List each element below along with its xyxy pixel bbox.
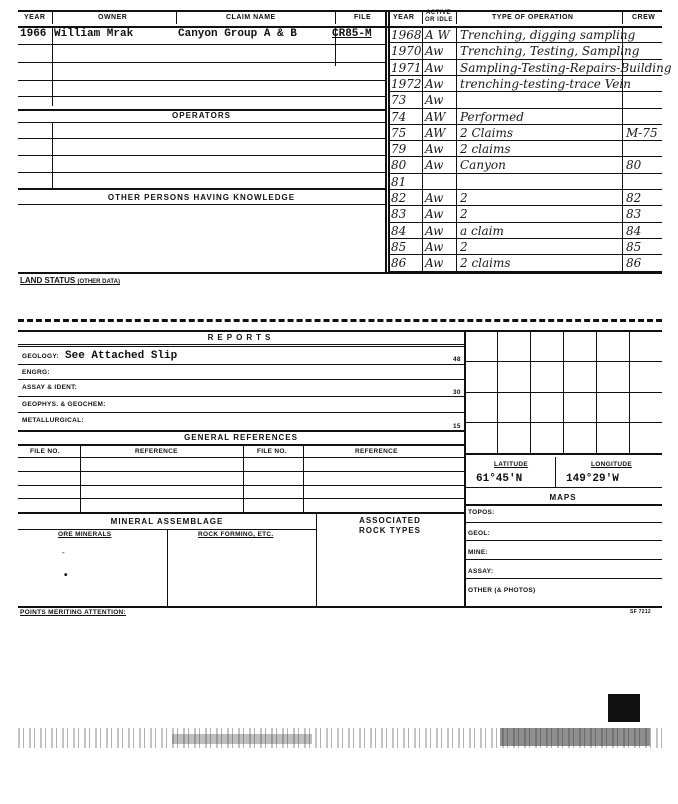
header-active: ACTIVE bbox=[426, 10, 452, 16]
operation-year: 75 bbox=[391, 125, 407, 140]
geology-label: GEOLOGY: bbox=[22, 353, 59, 360]
top-section-bottom bbox=[18, 272, 662, 274]
engrg-label: ENGRG: bbox=[22, 369, 50, 376]
longitude-label: LONGITUDE bbox=[591, 461, 632, 468]
operation-status: Aw bbox=[425, 60, 444, 75]
operation-row-line bbox=[388, 189, 662, 190]
grid-row-line bbox=[464, 392, 662, 393]
operators-line-3 bbox=[18, 172, 385, 173]
maps-geol: GEOL: bbox=[468, 530, 491, 537]
num-15: 15 bbox=[453, 423, 461, 430]
owner-line-2 bbox=[18, 62, 385, 63]
reports-bottom-line bbox=[18, 430, 464, 432]
longitude-value: 149°29'W bbox=[566, 473, 619, 485]
grid-row-line bbox=[464, 422, 662, 423]
operation-crew: M-75 bbox=[626, 125, 658, 140]
operation-status: Aw bbox=[425, 93, 444, 108]
operation-description: Sampling-Testing-Repairs-Building bbox=[460, 60, 672, 75]
header-owner: OWNER bbox=[98, 14, 128, 21]
owner-block-div-left bbox=[52, 26, 53, 106]
header-year-2: YEAR bbox=[393, 14, 415, 21]
operation-row-line bbox=[388, 140, 662, 141]
hdr-div-1 bbox=[52, 10, 53, 24]
geology-value: See Attached Slip bbox=[65, 350, 178, 362]
maps-title: MAPS bbox=[549, 493, 577, 502]
refs-reference: REFERENCE bbox=[135, 448, 178, 455]
operation-row-line bbox=[388, 42, 662, 43]
operation-crew: 82 bbox=[626, 191, 642, 205]
associated-rock-title-1: ASSOCIATED bbox=[359, 516, 421, 525]
mineral-div bbox=[167, 529, 168, 606]
divider-main-right bbox=[385, 10, 387, 272]
owner-line-4 bbox=[18, 96, 385, 97]
reports-line-4 bbox=[18, 396, 464, 397]
refs-bottom-line bbox=[18, 512, 464, 514]
metallurgical-label: METALLURGICAL: bbox=[22, 417, 84, 424]
operation-status: Aw bbox=[425, 44, 444, 59]
operation-row-line bbox=[388, 124, 662, 125]
reports-line-0 bbox=[18, 344, 464, 345]
header-year: YEAR bbox=[24, 14, 46, 21]
operation-status: Aw bbox=[425, 76, 444, 91]
reports-line-5 bbox=[18, 412, 464, 413]
owner-year: 1966 bbox=[20, 28, 47, 40]
maps-line-3 bbox=[464, 559, 662, 560]
header-type-of-operation: TYPE OF OPERATION bbox=[492, 14, 574, 21]
maps-mine: MINE: bbox=[468, 549, 488, 556]
operation-year: 73 bbox=[391, 93, 407, 108]
operation-row-line bbox=[388, 91, 662, 92]
owner-line-3 bbox=[18, 80, 385, 81]
reports-line-2 bbox=[18, 364, 464, 365]
ops-div-status bbox=[456, 26, 457, 272]
header-crew: CREW bbox=[632, 14, 656, 21]
reports-right-border bbox=[464, 330, 466, 606]
points-label: POINTS MERITING ATTENTION: bbox=[20, 609, 127, 616]
land-status-sub: (OTHER DATA) bbox=[77, 279, 120, 285]
operation-status: Aw bbox=[425, 223, 444, 238]
refs-file-no-2: FILE NO. bbox=[257, 448, 287, 455]
owner-name: William Mrak bbox=[54, 28, 134, 40]
operation-year: 79 bbox=[391, 142, 407, 157]
operation-year: 1972 bbox=[391, 76, 422, 91]
operators-label: OPERATORS bbox=[172, 111, 231, 120]
operation-row-line bbox=[388, 75, 662, 76]
refs-div-2 bbox=[243, 444, 244, 512]
operation-description: a claim bbox=[460, 223, 504, 238]
claim-name: Canyon Group A & B bbox=[178, 28, 297, 40]
operation-status: Aw bbox=[425, 207, 444, 222]
operation-year: 81 bbox=[391, 174, 407, 189]
operation-year: 1971 bbox=[391, 60, 422, 75]
refs-line-1 bbox=[18, 471, 464, 472]
mineral-assemblage-title: MINERAL ASSEMBLAGE bbox=[110, 517, 224, 526]
mineral-mark-2: • bbox=[64, 570, 68, 581]
operation-status: Aw bbox=[425, 191, 444, 205]
operation-year: 83 bbox=[391, 207, 407, 222]
operation-description: 2 bbox=[460, 191, 468, 205]
reports-line-3 bbox=[18, 379, 464, 380]
reports-line-1 bbox=[18, 346, 464, 347]
operation-year: 1970 bbox=[391, 44, 422, 59]
operation-crew: 80 bbox=[626, 158, 642, 173]
file-number: CR85-M bbox=[332, 28, 372, 40]
rock-forming-label: ROCK FORMING, ETC. bbox=[198, 531, 274, 538]
operation-year: 80 bbox=[391, 158, 407, 173]
operation-description: Trenching, digging sampling bbox=[460, 28, 636, 42]
refs-header-bottom bbox=[18, 457, 464, 458]
hdr-div-3 bbox=[335, 10, 336, 24]
geophys-label: GEOPHYS. & GEOCHEM: bbox=[22, 401, 106, 408]
ore-minerals-label: ORE MINERALS bbox=[58, 531, 112, 538]
latitude-value: 61°45'N bbox=[476, 473, 523, 485]
refs-div-3 bbox=[303, 444, 304, 512]
operation-row-line bbox=[388, 271, 662, 272]
operation-status: Aw bbox=[425, 239, 444, 254]
ops-div-year bbox=[422, 26, 423, 272]
scan-dark-smear bbox=[500, 728, 650, 746]
other-persons-bottom-line bbox=[18, 204, 385, 205]
operation-description: 2 Claims bbox=[460, 125, 513, 140]
maps-line-2 bbox=[464, 540, 662, 541]
header-file: FILE bbox=[354, 14, 372, 21]
num-48: 48 bbox=[453, 356, 461, 363]
operation-description: trenching-testing-trace Vein bbox=[460, 76, 631, 91]
reports-title: REPORTS bbox=[207, 333, 275, 342]
form-number: SF 7212 bbox=[630, 609, 652, 615]
operation-crew: 84 bbox=[626, 223, 642, 238]
hdr-div-5 bbox=[456, 10, 457, 24]
middle-bottom-line bbox=[18, 606, 662, 608]
grid-row-line bbox=[464, 361, 662, 362]
land-status-label: LAND STATUS bbox=[20, 276, 76, 285]
operation-year: 82 bbox=[391, 191, 407, 205]
grid-bottom bbox=[464, 453, 662, 455]
operation-status: AW bbox=[425, 109, 446, 124]
operation-year: 1968 bbox=[391, 28, 422, 42]
hdr-div-4 bbox=[422, 10, 423, 24]
refs-div-1 bbox=[80, 444, 81, 512]
header-claim-name: CLAIM NAME bbox=[226, 14, 276, 21]
maps-assay: ASSAY: bbox=[468, 568, 494, 575]
num-30: 30 bbox=[453, 389, 461, 396]
operation-description: 2 claims bbox=[460, 142, 511, 157]
assay-label: ASSAY & IDENT: bbox=[22, 384, 78, 391]
operation-crew: 83 bbox=[626, 207, 642, 222]
operation-year: 85 bbox=[391, 239, 407, 254]
operation-year: 74 bbox=[391, 109, 407, 124]
operation-year: 84 bbox=[391, 223, 407, 238]
refs-line-2 bbox=[18, 485, 464, 486]
refs-line-3 bbox=[18, 498, 464, 499]
operation-row-line bbox=[388, 156, 662, 157]
hdr-div-2 bbox=[176, 10, 177, 24]
latlon-bottom bbox=[464, 487, 662, 488]
operation-row-line bbox=[388, 173, 662, 174]
latitude-label: LATITUDE bbox=[494, 461, 529, 468]
owner-line-1 bbox=[18, 44, 385, 45]
top-border bbox=[18, 10, 662, 12]
hdr-div-6 bbox=[622, 10, 623, 24]
operation-description: 2 bbox=[460, 239, 468, 254]
operators-bottom-line bbox=[18, 122, 385, 123]
scan-dark-block bbox=[608, 694, 640, 722]
operation-row-line bbox=[388, 238, 662, 239]
owner-block-div-mid bbox=[335, 26, 336, 66]
operation-row-line bbox=[388, 108, 662, 109]
maps-topos: TOPOS: bbox=[468, 509, 495, 516]
operation-row-line bbox=[388, 205, 662, 206]
operation-status: Aw bbox=[425, 256, 444, 271]
other-persons-label: OTHER PERSONS HAVING KNOWLEDGE bbox=[107, 193, 296, 202]
mineral-mark-1: - bbox=[62, 548, 65, 557]
other-persons-top-line bbox=[18, 188, 385, 190]
operation-status: Aw bbox=[425, 142, 444, 157]
refs-header-top bbox=[18, 444, 464, 446]
operators-line-1 bbox=[18, 138, 385, 139]
maps-line-4 bbox=[464, 578, 662, 579]
operation-status: Aw bbox=[425, 158, 444, 173]
operation-description: Trenching, Testing, Sampling bbox=[460, 44, 640, 59]
operation-crew: 86 bbox=[626, 256, 642, 271]
mid-top-line bbox=[18, 319, 662, 322]
operation-description: 2 bbox=[460, 207, 468, 222]
maps-header-line bbox=[464, 504, 662, 506]
land-status-title bbox=[20, 276, 120, 285]
operation-year: 86 bbox=[391, 256, 407, 271]
operation-row-line bbox=[388, 254, 662, 255]
operation-status: AW bbox=[425, 125, 446, 140]
operation-crew: 85 bbox=[626, 239, 642, 254]
header-or-idle: OR IDLE bbox=[425, 17, 453, 23]
latlon-div bbox=[555, 457, 556, 487]
associated-rock-title-2: ROCK TYPES bbox=[358, 526, 421, 535]
operation-description: Performed bbox=[460, 109, 524, 124]
scan-dark-smear-2 bbox=[172, 734, 312, 744]
maps-other: OTHER (& PHOTOS) bbox=[468, 587, 536, 594]
operators-line-2 bbox=[18, 155, 385, 156]
maps-line-1 bbox=[464, 522, 662, 523]
general-references-title: GENERAL REFERENCES bbox=[184, 433, 298, 442]
operation-description: Canyon bbox=[460, 158, 506, 173]
operation-row-line bbox=[388, 222, 662, 223]
refs-file-no: FILE NO. bbox=[30, 448, 60, 455]
operation-row-line bbox=[388, 59, 662, 60]
refs-reference-2: REFERENCE bbox=[355, 448, 398, 455]
operation-status: A W bbox=[425, 28, 450, 42]
operation-description: 2 claims bbox=[460, 256, 511, 271]
